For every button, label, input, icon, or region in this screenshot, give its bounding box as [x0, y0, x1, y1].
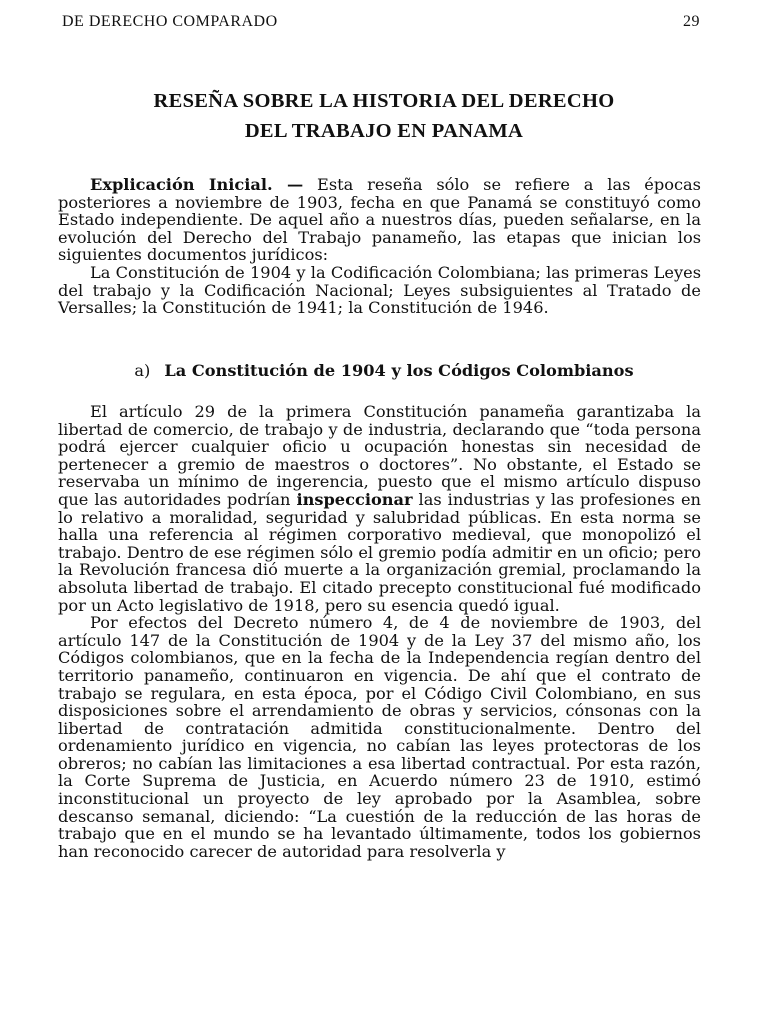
section-letter: a) — [134, 361, 151, 380]
title-line-2: DEL TRABAJO EN PANAMA — [244, 120, 524, 142]
page-number: 29 — [683, 13, 700, 30]
section-heading-a — [0, 361, 768, 380]
main-section — [58, 403, 701, 860]
main-paragraph-1-part-a: El artículo 29 de la primera Constitución panameña garantizaba la libertad de comercio, de trabajo y de industria, declarando que “toda persona podrá ejercer cualquier oficio u ocupación honestas sin necesidad de pertenecer a gremio de maestros o doctores”. No obstante, el Estado se reservaba un mínimo de ingerencia, puesto que el mismo artículo dispuso que las autoridades podrían — [58, 402, 701, 509]
intro-paragraph-1-text: Esta reseña sólo se refiere a las épocas posteriores a noviembre de 1903, fecha en que Panamá se constituyó como Estado independiente. De aquel año a nuestros días, pueden señalarse, en la evolución del Derecho del Trabajo panameño, las etapas que inician los siguientes documentos jurídicos: — [58, 175, 701, 265]
main-paragraph-1-part-b: las industrias y las profesiones en lo relativo a moralidad, seguridad y salubridad públicas. En esta norma se halla una referencia al régimen corporativo medieval, que monopolizó el trabajo. Dentro de ese régimen sólo el gremio podía admitir en un oficio; pero la Revolución francesa dió muerte a la organización gremial, proclamando la absoluta libertad de trabajo. El citado precepto constitucional fué modificado por un Acto legislativo de 1918, pero su esencia quedó igual. — [58, 489, 701, 615]
section-heading-text: La Constitución de 1904 y los Códigos Colombianos — [164, 361, 634, 380]
main-paragraph-1 — [58, 403, 701, 614]
article-title — [0, 86, 768, 146]
intro-paragraph-2: La Constitución de 1904 y la Codificación Colombiana; las primeras Leyes del trabajo y la Codificación Nacional; Leyes subsiguientes al Tratado de Versalles; la Constitución de 1941; la Constitución de 1946. — [58, 262, 701, 318]
main-paragraph-2: Por efectos del Decreto número 4, de 4 de noviembre de 1903, del artículo 147 de la Constitución de 1904 y de la Ley 37 del mismo año, los Códigos colombianos, que en la fecha de la Independencia regían dentro del territorio panameño, continuaron en vigencia. De ahí que el contrato de trabajo se regulara, en esta época, por el Código Civil Colombiano, en sus disposiciones sobre el arrendamiento de obras y servicios, cónsonas con la libertad de contratación admitida constitucionalmente. Dentro del ordenamiento jurídico en vigencia, no cabían las leyes protectoras de los obreros; no cabían las limitaciones a esa libertad contractual. Por esta razón, la Corte Suprema de Justicia, en Acuerdo número 23 de 1910, estimó inconstitucional un proyecto de ley aprobado por la Asamblea, sobre descanso semanal, diciendo: “La cuestión de la reducción de las horas de trabajo que en el mundo se ha levantado últimamente, todos los gobiernos han reconocido carecer de autoridad para resolverla y — [58, 613, 701, 861]
intro-paragraph-1 — [58, 176, 701, 264]
intro-lead: Explicación Inicial. — — [90, 175, 304, 194]
intro-section — [58, 176, 701, 317]
main-paragraph-1-bold: inspeccionar — [296, 489, 413, 509]
title-line-1: RESEÑA SOBRE LA HISTORIA DEL DERECHO — [153, 90, 615, 112]
running-head — [62, 13, 700, 31]
running-title: DE DERECHO COMPARADO — [62, 13, 278, 30]
